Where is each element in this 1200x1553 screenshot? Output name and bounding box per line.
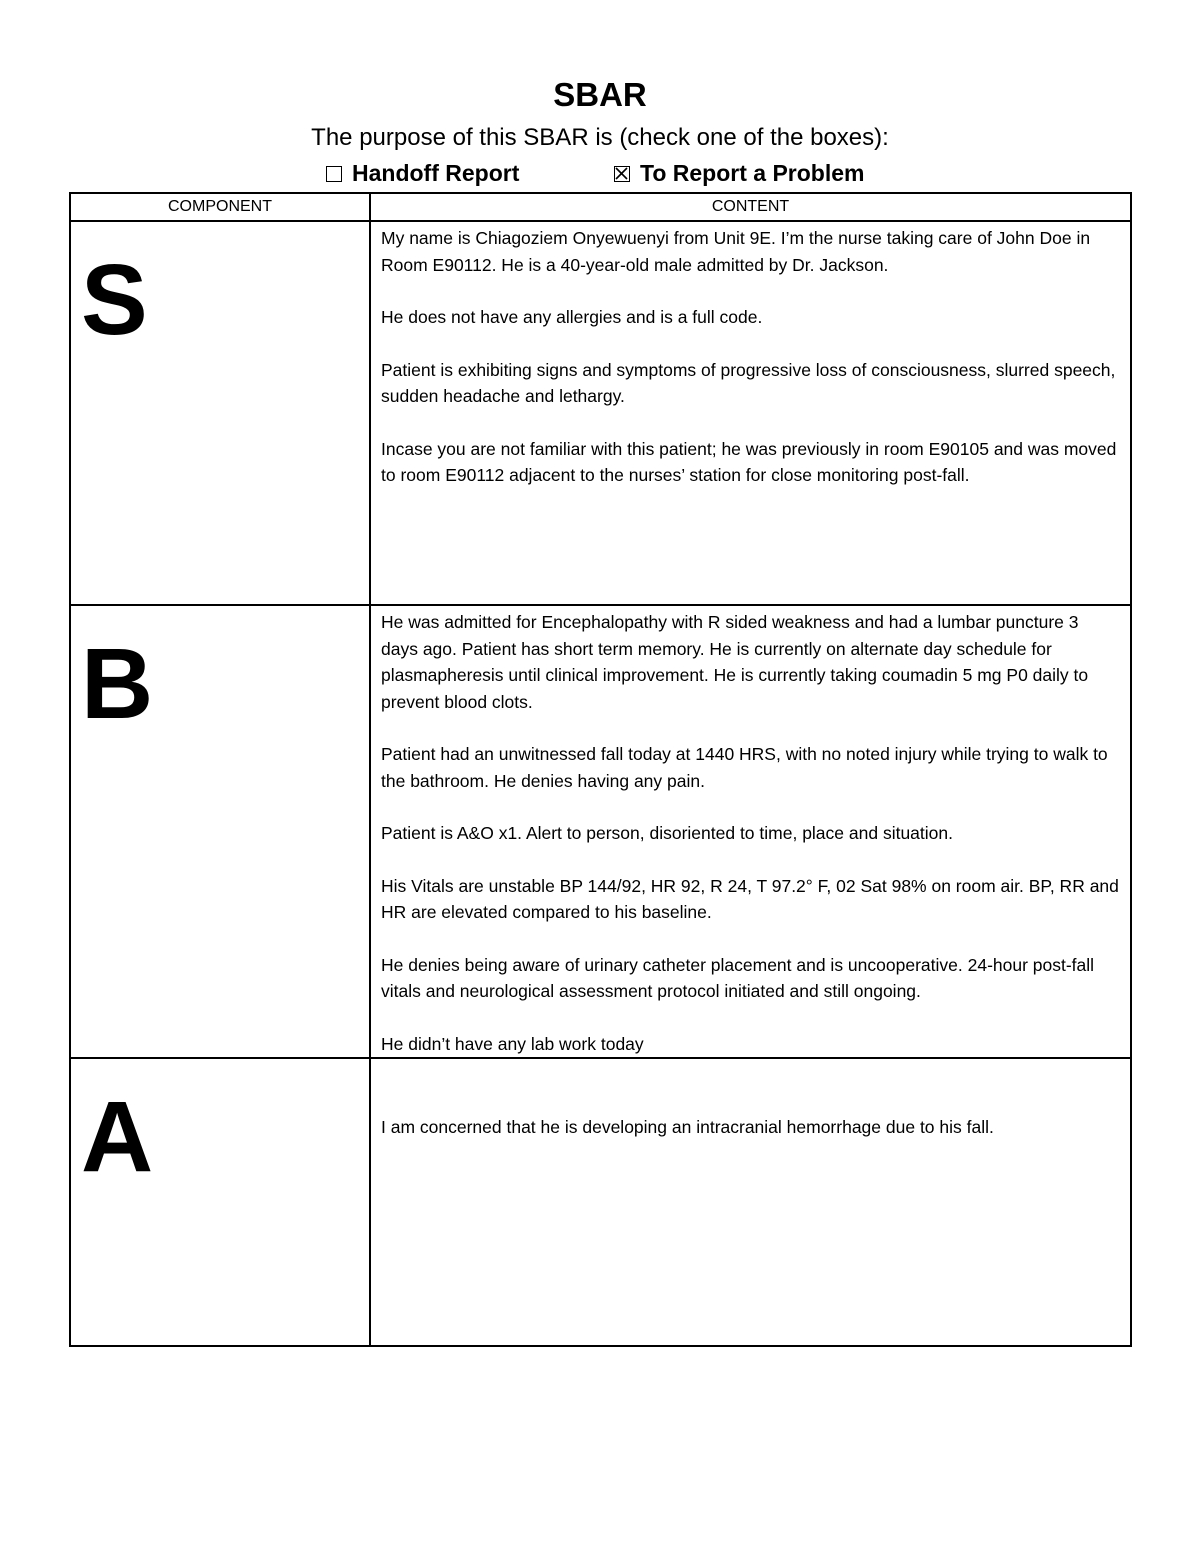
content-cell [370, 1058, 1131, 1346]
content-paragraph: He does not have any allergies and is a full code. [381, 307, 763, 327]
table-header-row [70, 193, 1131, 221]
option-handoff-report[interactable] [326, 160, 519, 187]
purpose-options [0, 160, 1200, 192]
content-paragraph: Patient is A&O x1. Alert to person, disoriented to time, place and situation. [381, 823, 953, 843]
unchecked-checkbox-icon[interactable] [326, 166, 342, 182]
content-paragraph: Incase you are not familiar with this patient; he was previously in room E90105 and was moved to room E90112 adjacent to the nurses’ station for close monitoring post-fall. [381, 438, 1117, 485]
option-label: To Report a Problem [640, 160, 865, 186]
content-paragraph: He was admitted for Encephalopathy with R sided weakness and had a lumbar puncture 3 days ago. Patient has short term memory. He is currently on alternate day schedule for plasmapheresis until clinical improvement. He is currently taking coumadin 5 mg P0 daily to prevent blood clots. [381, 612, 1089, 712]
option-label: Handoff Report [352, 160, 520, 186]
content-paragraph: I am concerned that he is developing an intracranial hemorrhage due to his fall. [381, 1117, 994, 1137]
component-cell [70, 1058, 370, 1346]
content-paragraph: Patient is exhibiting signs and symptoms of progressive loss of consciousness, slurred speech, sudden headache and lethargy. [381, 359, 1116, 406]
table-row-background [70, 605, 1131, 1058]
content-paragraph: Patient had an unwitnessed fall today at 1440 HRS, with no noted injury while trying to walk to the bathroom. He denies having any pain. [381, 744, 1108, 791]
component-letter-a: A [81, 1081, 154, 1193]
content-cell [370, 221, 1131, 605]
component-letter-s: S [81, 244, 148, 356]
table-row-assessment [70, 1058, 1131, 1346]
sbar-table [69, 192, 1132, 1347]
purpose-text: The purpose of this SBAR is (check one of the boxes): [311, 124, 889, 151]
checked-checkbox-icon[interactable] [614, 166, 630, 182]
content-paragraph: His Vitals are unstable BP 144/92, HR 92, R 24, T 97.2° F, 02 Sat 98% on room air. BP, RR and HR are elevated compared to his baseline. [381, 875, 1119, 922]
content-cell [370, 605, 1131, 1058]
content-paragraph: My name is Chiagoziem Onyewuenyi from Unit 9E. I’m the nurse taking care of John Doe in Room E90112. He is a 40-year-old male admitted by Dr. Jackson. [381, 228, 1091, 275]
table-row-situation [70, 221, 1131, 605]
component-cell [70, 605, 370, 1058]
component-letter-b: B [81, 628, 154, 740]
page-title: SBAR [553, 76, 647, 113]
option-report-problem[interactable] [614, 160, 865, 187]
content-paragraph: He denies being aware of urinary catheter placement and is uncooperative. 24-hour post-fall vitals and neurological assessment protocol initiated and still ongoing. [381, 954, 1095, 1001]
column-header-component: COMPONENT [70, 193, 370, 221]
content-paragraph: He didn’t have any lab work today [381, 1033, 644, 1054]
component-cell [70, 221, 370, 605]
column-header-content: CONTENT [370, 193, 1131, 221]
